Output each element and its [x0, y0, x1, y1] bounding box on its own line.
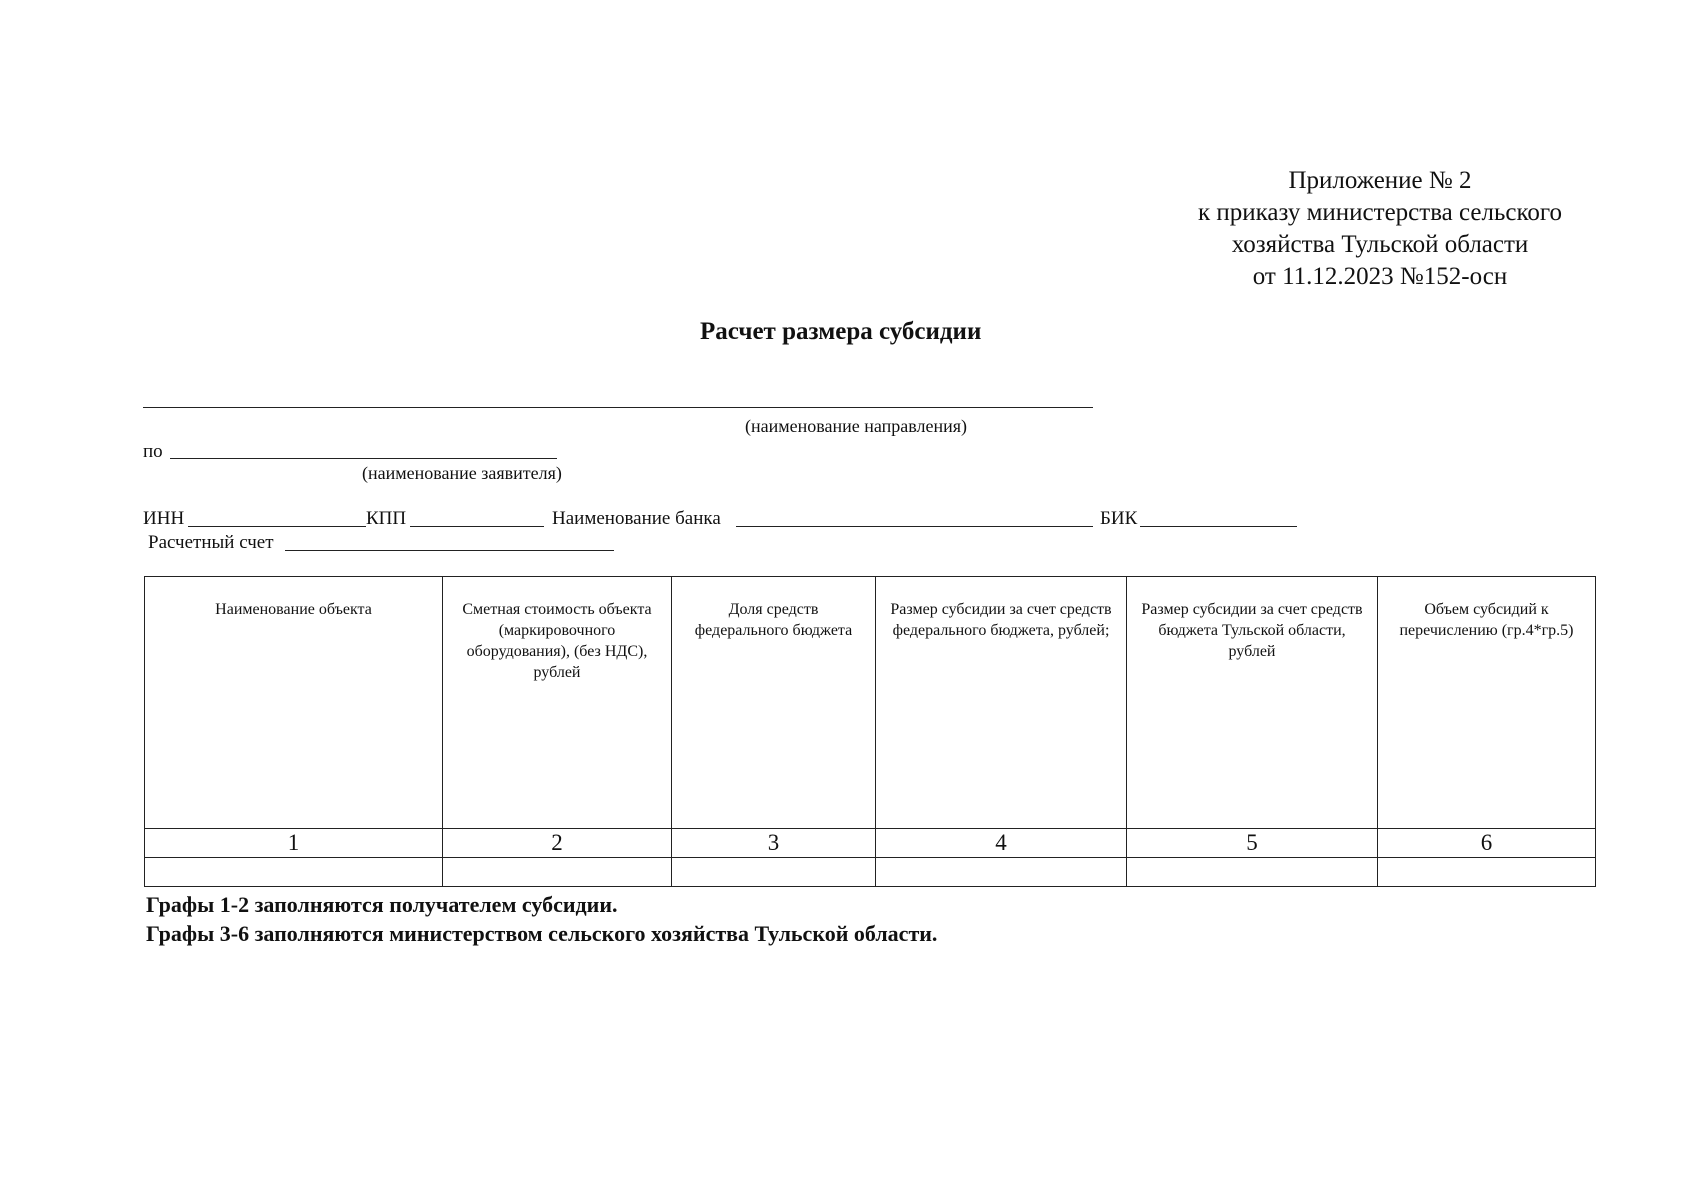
table-number-row	[145, 829, 1596, 858]
appendix-order: к приказу министерства сельского	[1197, 199, 1562, 226]
header-federal-subsidy: Размер субсидии за счет средств федерального бюджета, рублей;	[876, 577, 1127, 829]
table-cell	[1378, 858, 1596, 887]
column-number: 5	[1127, 829, 1378, 858]
applicant-caption: (наименование заявителя)	[362, 463, 562, 483]
header-federal-share: Доля средств федерального бюджета	[672, 577, 876, 829]
table-cell	[443, 858, 672, 887]
note-recipient: Графы 1-2 заполняются получателем субсидии.	[146, 892, 618, 917]
note-ministry: Графы 3-6 заполняются министерством сельского хозяйства Тульской области.	[146, 921, 938, 946]
po-label: по	[143, 441, 163, 462]
header-total-subsidy: Объем субсидий к перечислению (гр.4*гр.5)	[1378, 577, 1596, 829]
kpp-field-line	[410, 526, 544, 527]
bank-field-line	[736, 526, 1093, 527]
table-cell	[145, 858, 443, 887]
account-label: Расчетный счет	[148, 532, 274, 553]
column-number: 6	[1378, 829, 1596, 858]
notes-block	[146, 890, 937, 948]
appendix-block	[1140, 165, 1620, 293]
table-header-row	[145, 577, 1596, 829]
table-cell	[876, 858, 1127, 887]
applicant-field-line	[170, 458, 557, 459]
direction-caption: (наименование направления)	[745, 416, 968, 436]
appendix-number: Приложение № 2	[1288, 167, 1472, 194]
header-regional-subsidy: Размер субсидии за счет средств бюджета Тульской области, рублей	[1127, 577, 1378, 829]
appendix-date: от 11.12.2023 №152-осн	[1252, 263, 1508, 290]
subsidy-table	[144, 576, 1596, 887]
page-title: Расчет размера субсидии	[700, 318, 982, 345]
account-field-line	[285, 550, 614, 551]
direction-field-line	[143, 407, 1093, 408]
bik-label: БИК	[1100, 508, 1138, 529]
column-number: 2	[443, 829, 672, 858]
header-estimated-cost: Сметная стоимость объекта (маркировочного оборудования), (без НДС), рублей	[443, 577, 672, 829]
table-row	[145, 858, 1596, 887]
table-cell	[1127, 858, 1378, 887]
table-cell	[672, 858, 876, 887]
inn-label: ИНН	[143, 508, 185, 529]
appendix-ministry: хозяйства Тульской области	[1231, 231, 1529, 258]
bik-field-line	[1140, 526, 1297, 527]
header-object-name: Наименование объекта	[145, 577, 443, 829]
kpp-label: КПП	[366, 508, 407, 529]
column-number: 3	[672, 829, 876, 858]
column-number: 4	[876, 829, 1127, 858]
inn-field-line	[188, 526, 366, 527]
column-number: 1	[145, 829, 443, 858]
bank-label: Наименование банка	[552, 508, 721, 529]
